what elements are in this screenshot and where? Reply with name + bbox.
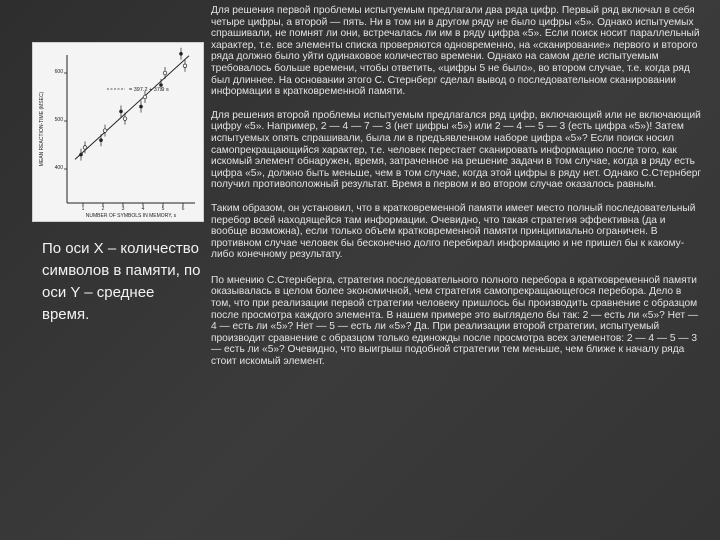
y-tick-label: 500	[54, 117, 63, 123]
data-point-open	[83, 146, 87, 150]
sternberg-graph	[33, 43, 203, 221]
data-point-open	[103, 129, 107, 133]
fit-equation: = 397.2 + 37.9 s	[129, 87, 169, 93]
x-tick-labels	[82, 206, 185, 212]
data-point-open	[183, 64, 187, 68]
figure-marks	[64, 48, 189, 206]
data-point-filled	[139, 105, 143, 109]
x-tick-label: 6	[181, 206, 185, 212]
data-point-filled	[159, 83, 163, 87]
data-point-filled	[79, 153, 83, 157]
paragraph-sternberg-opinion: По мнению С.Стернберга, стратегия последовательного полного перебора в кратковременной памяти оказывалась в целом более экономичной, чем стратегия самопрекращающегося перебора. Дело в том, что при реализации первой стратегии человеку пришлось бы производить сравнение с образцом после просмотра каждого элемента. В нашем примере это выглядело бы так: 2 — есть ли «5»? Нет — 4 — есть ли «5»? Нет — 5 — есть ли «5»? Да. При реализации второй стратегии, испытуемый производит сравнение с образцом только единожды после просмотра всех элементов: 2 — 4 — 5 — 3 — есть ли «5»? Очевидно, что выигрыш подобной стратегии тем меньше, чем ближе к началу ряда стоит искомый элемент.	[211, 274, 699, 368]
figure-caption: По оси Х – количество символов в памяти, по оси Y – среднее время.	[42, 240, 201, 323]
x-tick-label: 3	[121, 206, 125, 212]
paragraph-conclusion: Таким образом, он установил, что в кратковременной памяти имеет место полный последовательный перебор всей находящейся там информации. Очевидно, что такая стратегия эффективна (да и вообще возможна), если только объем кратковременной памяти принципиально ограничен. В противном случае человек бы бесконечно долго перебирал информацию и не пришел бы к какому-либо конечному результату.	[211, 202, 696, 261]
data-point-filled	[179, 52, 183, 56]
x-tick-label: 4	[141, 206, 145, 212]
y-tick-label: 600	[54, 69, 63, 75]
fit-line	[75, 56, 189, 160]
data-point-open	[143, 95, 147, 99]
paragraph-first-problem: Для решения первой проблемы испытуемым предлагали два ряда цифр. Первый ряд включал в себя четыре цифры, а второй — пять. Ни в том ни в другом ряду не было цифры «5». Однако испытуемых спрашивали, не помнят ли они, встречалась ли им в ряду цифра «5». Если поиск носит параллельный характер, т.е. все элементы списка проверяются одновременно, на «сканирование» первого и второго ряда должно было уйти одинаковое количество времени. Однако на самом деле испытуемым требовалось больше времени, чтобы ответить, «цифры 5 не было», во втором случае, т.е. когда ряд был длиннее. На основании этого С. Стернберг сделал вывод о последовательном сканировании информации в кратковременной памяти.	[211, 5, 700, 98]
y-axis-label: MEAN REACTION-TIME (MSEC)	[39, 91, 45, 167]
y-tick-labels	[55, 69, 64, 171]
data-point-filled	[119, 110, 123, 114]
y-tick-label: 400	[54, 165, 63, 171]
x-tick-label: 2	[101, 206, 105, 212]
paragraph-second-problem: Для решения второй проблемы испытуемым предлагался ряд цифр, включающий или не включающий цифру «5». Например, 2 — 4 — 7 — 3 (нет цифры «5») или 2 — 4 — 5 — 3 (есть цифра «5»)! Затем испытуемых опять спрашивали, была ли в предъявленном наборе цифра «5»? Если поиск носил самопрекращающийся характер, т.е. человек перестает сканировать информацию после того, как искомый элемент обнаружен, время, затраченное на решение задачи в том случае, когда в ряду есть цифра «5», должно быть меньше, чем в том случае, когда этой цифры в ряду нет. Однако С.Стернберг получил противоположный результат. Время в первом и во втором случае оказалось равным.	[211, 109, 702, 191]
x-tick-label: 5	[161, 206, 165, 212]
data-point-filled	[99, 138, 103, 142]
x-axis-label: NUMBER OF SYMBOLS IN MEMORY, s	[85, 213, 177, 219]
x-tick-label: 1	[81, 206, 85, 212]
body-text	[211, 5, 703, 380]
data-point-open	[163, 71, 167, 75]
sternberg-figure	[32, 42, 204, 222]
data-point-open	[123, 117, 127, 121]
